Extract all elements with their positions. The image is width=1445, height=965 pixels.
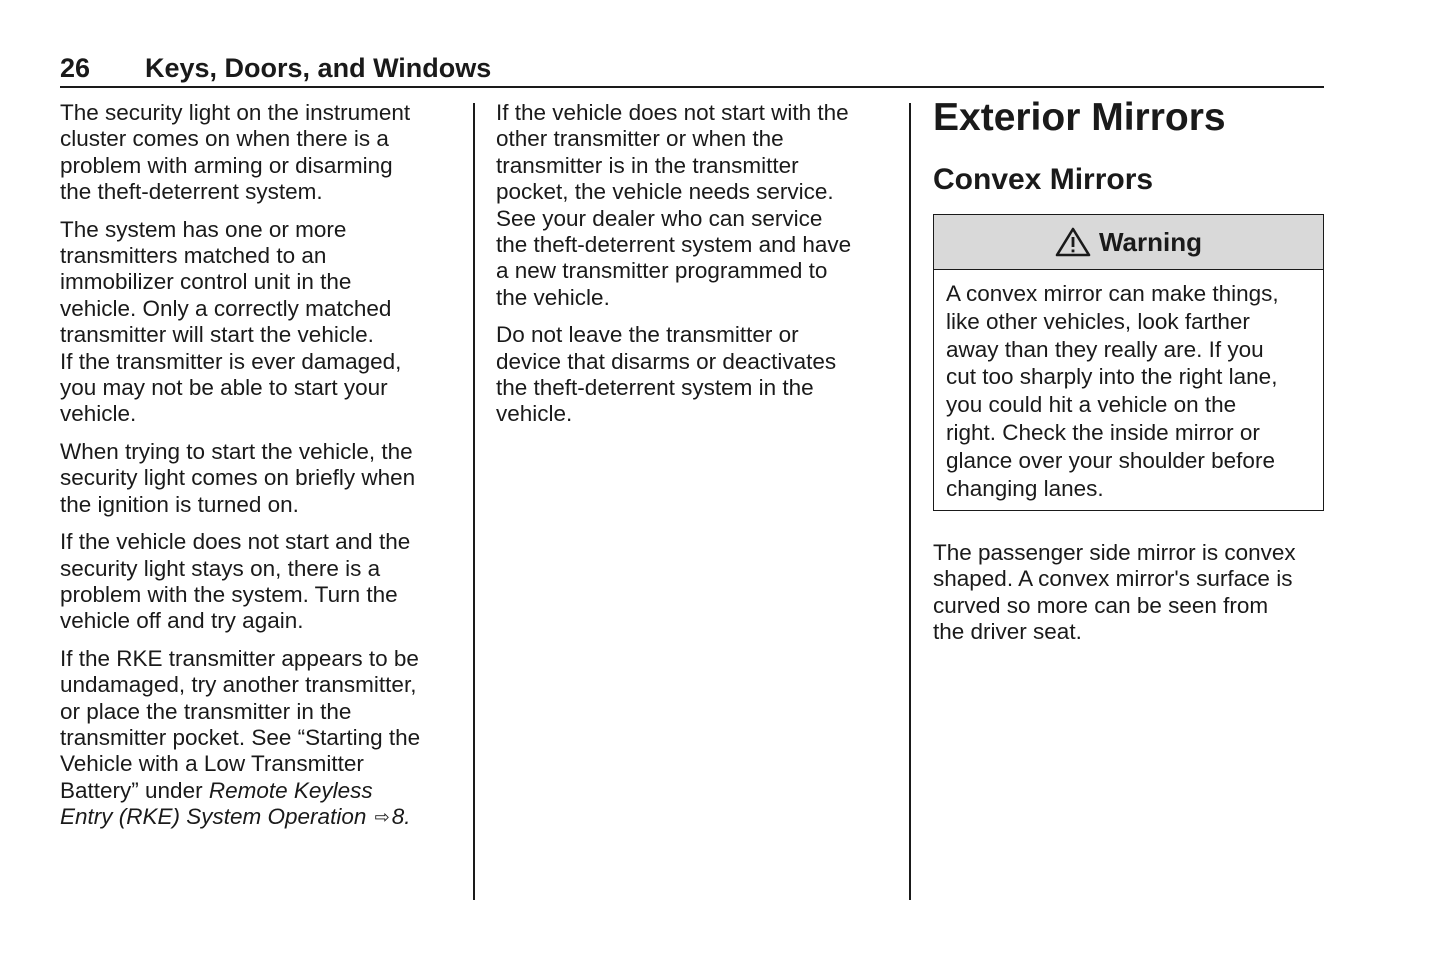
column-left <box>60 100 460 842</box>
paragraph-security-light: The security light on the instrument cluster comes on when there is a problem with arming or disarming the theft-deterrent system. <box>60 100 411 205</box>
paragraph-do-not-leave: Do not leave the transmitter or device that disarms or deactivates the theft-deterrent system in the vehicle. <box>496 322 837 427</box>
paragraph-rke-transmitter: If the RKE transmitter appears to be undamaged, try another transmitter, or place the transmitter in the transmitter pocket. See “Starting the Vehicle with a Low Transmitter Battery” under Remote Keyless Entry (RKE) System Operation ⇨8. <box>60 645 421 830</box>
warning-box <box>933 214 1324 511</box>
column-divider-right <box>909 103 911 900</box>
warning-triangle-icon <box>1055 227 1091 257</box>
warning-label: Warning <box>1098 226 1203 257</box>
page-reference-icon: ⇨ <box>374 807 390 828</box>
chapter-title: Keys, Doors, and Windows <box>145 53 492 83</box>
section-title: Exterior Mirrors <box>933 96 1226 139</box>
paragraph-passenger-mirror: The passenger side mirror is convex shaped. A convex mirror's surface is curved so more can be seen from the driver seat. <box>933 540 1296 645</box>
column-middle <box>496 100 896 439</box>
rke-xref-title-part1[interactable]: Remote Keyless <box>208 777 373 803</box>
rke-xref-page[interactable]: 8. <box>391 804 411 830</box>
page-header <box>60 52 1324 88</box>
subsection-title: Convex Mirrors <box>933 163 1154 196</box>
column-divider-left <box>473 103 475 900</box>
warning-header <box>934 215 1323 270</box>
page-number: 26 <box>60 53 91 83</box>
rke-xref-title-part2[interactable]: Entry (RKE) System Operation <box>60 804 367 830</box>
paragraph-needs-service: If the vehicle does not start with the other transmitter or when the transmitter is in the transmitter pocket, the vehicle needs service. See your dealer who can service the theft-deterrent system and have a new transmitter programmed to the vehicle. <box>496 100 852 310</box>
warning-body: A convex mirror can make things, like other vehicles, look farther away than they really are. If you cut too sharply into the right lane, you could hit a vehicle on the right. Check the inside mirror or glance over your shoulder before changing lanes. <box>946 281 1279 501</box>
paragraph-transmitters: The system has one or more transmitters matched to an immobilizer control unit in the vehicle. Only a correctly matched transmitter will start the vehicle. If the transmitter is ever damaged, you may not be able to start your vehicle. <box>60 216 402 427</box>
paragraph-does-not-start: If the vehicle does not start and the security light stays on, there is a problem with the system. Turn the vehicle off and try again. <box>60 529 411 634</box>
paragraph-starting: When trying to start the vehicle, the security light comes on briefly when the ignition is turned on. <box>60 438 416 517</box>
